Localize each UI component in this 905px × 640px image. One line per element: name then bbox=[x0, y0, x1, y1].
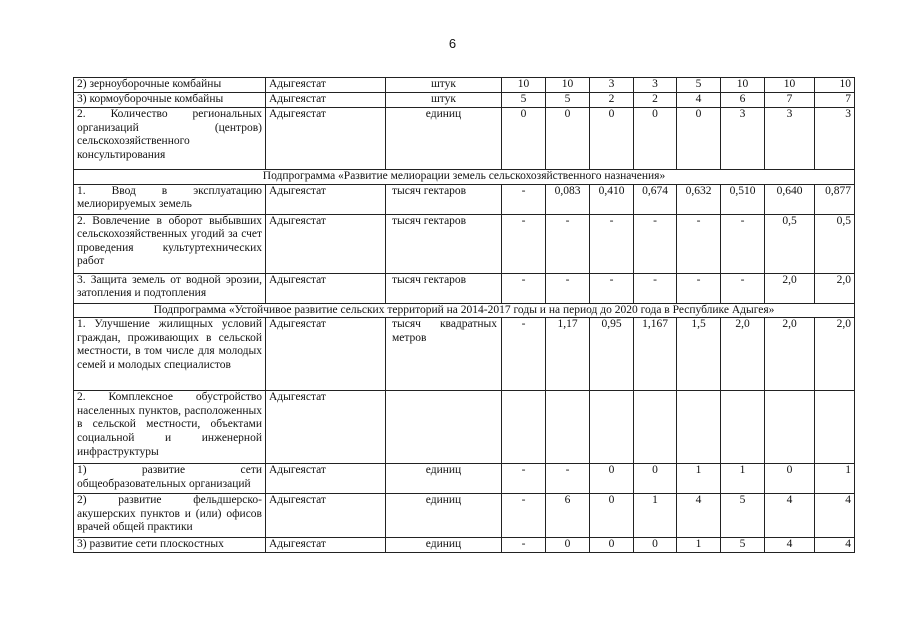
indicator-name: 3) кормоуборочные комбайны bbox=[74, 93, 266, 108]
value-cell: 5 bbox=[677, 78, 721, 93]
indicators-table bbox=[73, 77, 855, 553]
value-cell: 0,632 bbox=[677, 184, 721, 214]
value-cell: 2,0 bbox=[721, 318, 765, 391]
table-row bbox=[74, 538, 855, 553]
value-cell: 4 bbox=[815, 538, 855, 553]
value-cell: 7 bbox=[765, 93, 815, 108]
unit-cell: тысяч гектаров bbox=[386, 214, 502, 273]
value-cell: - bbox=[546, 273, 590, 303]
value-cell: 2,0 bbox=[815, 273, 855, 303]
value-cell bbox=[721, 391, 765, 464]
value-cell: 4 bbox=[677, 494, 721, 538]
table-row bbox=[74, 78, 855, 93]
value-cell: - bbox=[590, 273, 634, 303]
value-cell: - bbox=[502, 214, 546, 273]
value-cell: - bbox=[634, 214, 677, 273]
subprogram-title: Подпрограмма «Развитие мелиорации земель сельскохозяйственного назначения» bbox=[74, 170, 855, 185]
data-source: Адыгеястат bbox=[266, 494, 386, 538]
indicator-name: 3) развитие сети плоскостных bbox=[74, 538, 266, 553]
data-source: Адыгеястат bbox=[266, 108, 386, 170]
value-cell bbox=[815, 391, 855, 464]
value-cell: 5 bbox=[546, 93, 590, 108]
value-cell: 0 bbox=[590, 464, 634, 494]
value-cell: 1 bbox=[677, 538, 721, 553]
subprogram-title: Подпрограмма «Устойчивое развитие сельских территорий на 2014-2017 годы и на период до 2020 года в Республике Адыгея» bbox=[74, 303, 855, 318]
table-row bbox=[74, 108, 855, 170]
value-cell: 0,95 bbox=[590, 318, 634, 391]
indicator-name: 1. Ввод в эксплуатацию мелиорируемых земель bbox=[74, 184, 266, 214]
table-row bbox=[74, 93, 855, 108]
unit-cell: тысяч квадратных метров bbox=[386, 318, 502, 391]
value-cell: 10 bbox=[815, 78, 855, 93]
unit-cell: единиц bbox=[386, 538, 502, 553]
value-cell: 2 bbox=[634, 93, 677, 108]
value-cell: 0,877 bbox=[815, 184, 855, 214]
value-cell: - bbox=[502, 538, 546, 553]
value-cell: 0,5 bbox=[815, 214, 855, 273]
value-cell: 0,640 bbox=[765, 184, 815, 214]
table-row bbox=[74, 391, 855, 464]
indicator-name: 2. Вовлечение в оборот выбывших сельскохозяйственных угодий за счет проведения культуртехнических работ bbox=[74, 214, 266, 273]
value-cell bbox=[502, 391, 546, 464]
value-cell: - bbox=[502, 318, 546, 391]
subprogram-heading bbox=[74, 170, 855, 185]
unit-cell: тысяч гектаров bbox=[386, 184, 502, 214]
value-cell: 10 bbox=[546, 78, 590, 93]
value-cell: 3 bbox=[765, 108, 815, 170]
value-cell: 0 bbox=[590, 494, 634, 538]
value-cell: 2,0 bbox=[765, 318, 815, 391]
value-cell: 0,510 bbox=[721, 184, 765, 214]
value-cell: 7 bbox=[815, 93, 855, 108]
data-source: Адыгеястат bbox=[266, 93, 386, 108]
unit-cell: единиц bbox=[386, 108, 502, 170]
value-cell: 1,17 bbox=[546, 318, 590, 391]
value-cell: - bbox=[546, 464, 590, 494]
value-cell: 0 bbox=[590, 538, 634, 553]
unit-cell bbox=[386, 391, 502, 464]
indicator-name: 1) развитие сети общеобразовательных организаций bbox=[74, 464, 266, 494]
value-cell: 4 bbox=[677, 93, 721, 108]
value-cell: 0 bbox=[634, 538, 677, 553]
value-cell: 4 bbox=[765, 538, 815, 553]
value-cell: 4 bbox=[765, 494, 815, 538]
value-cell: 0 bbox=[634, 464, 677, 494]
value-cell: 10 bbox=[502, 78, 546, 93]
indicator-name: 1. Улучшение жилищных условий граждан, проживающих в сельской местности, в том числе для молодых семей и молодых специалистов bbox=[74, 318, 266, 391]
indicator-name: 2) зерноуборочные комбайны bbox=[74, 78, 266, 93]
value-cell: 5 bbox=[721, 494, 765, 538]
value-cell: 0 bbox=[546, 538, 590, 553]
data-source: Адыгеястат bbox=[266, 391, 386, 464]
data-source: Адыгеястат bbox=[266, 464, 386, 494]
value-cell: - bbox=[502, 273, 546, 303]
value-cell: - bbox=[721, 214, 765, 273]
value-cell: - bbox=[721, 273, 765, 303]
indicator-name: 3. Защита земель от водной эрозии, затопления и подтопления bbox=[74, 273, 266, 303]
unit-cell: тысяч гектаров bbox=[386, 273, 502, 303]
table-row bbox=[74, 464, 855, 494]
unit-cell: штук bbox=[386, 78, 502, 93]
value-cell: 0,5 bbox=[765, 214, 815, 273]
value-cell: 6 bbox=[721, 93, 765, 108]
value-cell: - bbox=[502, 494, 546, 538]
table-row bbox=[74, 494, 855, 538]
value-cell: 6 bbox=[546, 494, 590, 538]
indicator-name: 2. Комплексное обустройство населенных пунктов, расположенных в сельской местности, объектами социальной и инженерной инфраструктуры bbox=[74, 391, 266, 464]
value-cell: 5 bbox=[721, 538, 765, 553]
subprogram-heading bbox=[74, 303, 855, 318]
value-cell: - bbox=[677, 273, 721, 303]
value-cell: 0 bbox=[590, 108, 634, 170]
value-cell: 1 bbox=[721, 464, 765, 494]
value-cell: 0,083 bbox=[546, 184, 590, 214]
value-cell: - bbox=[634, 273, 677, 303]
value-cell: 0 bbox=[546, 108, 590, 170]
value-cell: 0 bbox=[677, 108, 721, 170]
value-cell: 0,674 bbox=[634, 184, 677, 214]
value-cell: 1 bbox=[677, 464, 721, 494]
indicator-name: 2) развитие фельдшерско-акушерских пунктов и (или) офисов врачей общей практики bbox=[74, 494, 266, 538]
value-cell: - bbox=[546, 214, 590, 273]
value-cell: 0,410 bbox=[590, 184, 634, 214]
value-cell bbox=[765, 391, 815, 464]
value-cell: 5 bbox=[502, 93, 546, 108]
value-cell bbox=[634, 391, 677, 464]
data-source: Адыгеястат bbox=[266, 273, 386, 303]
value-cell: - bbox=[502, 464, 546, 494]
table-row bbox=[74, 318, 855, 391]
value-cell: 3 bbox=[590, 78, 634, 93]
value-cell: 10 bbox=[721, 78, 765, 93]
value-cell: - bbox=[590, 214, 634, 273]
unit-cell: штук bbox=[386, 93, 502, 108]
value-cell: 1 bbox=[815, 464, 855, 494]
value-cell bbox=[590, 391, 634, 464]
value-cell: 0 bbox=[765, 464, 815, 494]
value-cell: 2,0 bbox=[815, 318, 855, 391]
value-cell: - bbox=[677, 214, 721, 273]
value-cell: 3 bbox=[815, 108, 855, 170]
value-cell: - bbox=[502, 184, 546, 214]
data-source: Адыгеястат bbox=[266, 318, 386, 391]
value-cell: 1 bbox=[634, 494, 677, 538]
table-row bbox=[74, 273, 855, 303]
table-row bbox=[74, 214, 855, 273]
value-cell: 1,167 bbox=[634, 318, 677, 391]
value-cell: 3 bbox=[634, 78, 677, 93]
value-cell: 2,0 bbox=[765, 273, 815, 303]
indicator-name: 2. Количество региональных организаций (центров) сельскохозяйственного консультирования bbox=[74, 108, 266, 170]
value-cell: 3 bbox=[721, 108, 765, 170]
unit-cell: единиц bbox=[386, 494, 502, 538]
value-cell: 0 bbox=[634, 108, 677, 170]
value-cell bbox=[677, 391, 721, 464]
unit-cell: единиц bbox=[386, 464, 502, 494]
data-source: Адыгеястат bbox=[266, 184, 386, 214]
data-source: Адыгеястат bbox=[266, 78, 386, 93]
value-cell: 4 bbox=[815, 494, 855, 538]
value-cell: 10 bbox=[765, 78, 815, 93]
value-cell: 1,5 bbox=[677, 318, 721, 391]
data-source: Адыгеястат bbox=[266, 538, 386, 553]
value-cell: 0 bbox=[502, 108, 546, 170]
page-number: 6 bbox=[448, 36, 457, 51]
data-source: Адыгеястат bbox=[266, 214, 386, 273]
value-cell: 2 bbox=[590, 93, 634, 108]
table-row bbox=[74, 184, 855, 214]
value-cell bbox=[546, 391, 590, 464]
